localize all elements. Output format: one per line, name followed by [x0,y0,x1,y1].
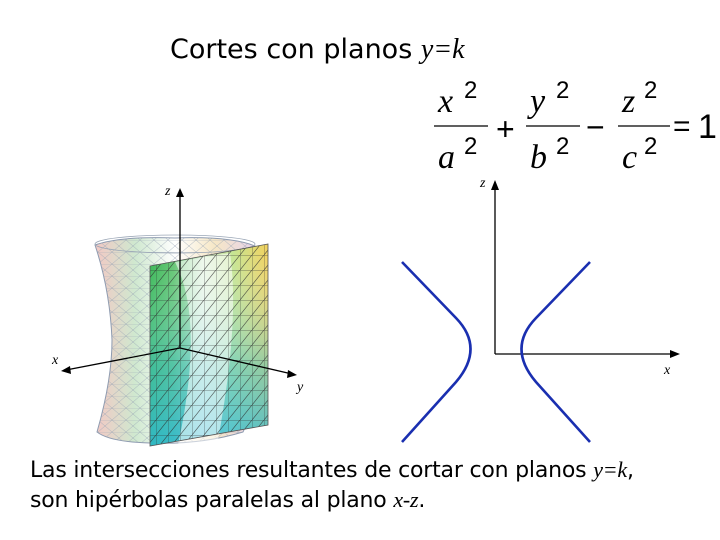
caption-line-2-text: son hipérbolas paralelas al plano [30,488,394,513]
equals-sign: = [673,110,691,143]
x-axis-label: x [52,353,59,368]
y-axis-arrowhead [287,370,297,378]
term-1-num-exponent: 2 [464,78,478,104]
2d-axes [491,180,680,358]
x-axis-arrowhead [670,350,680,358]
hyperbola-right-branch [522,262,591,442]
z-axis-arrowhead [176,188,184,197]
right-hand-side: 1 [698,108,717,146]
hyperbola-left-branch [402,262,471,442]
y-axis-label: y [297,380,304,395]
term-2-num-exponent: 2 [556,78,570,104]
caption-line-2-end: . [418,488,426,513]
minus-operator: − [586,109,605,145]
term-3-den-exponent: 2 [644,133,658,160]
z-axis-arrowhead [491,180,499,190]
caption [30,455,710,515]
caption-line-1-end: , [626,458,634,483]
term-2-numerator: y [530,83,546,120]
hyperboloid-3d-plot [40,180,340,450]
x-axis-label: x [664,363,671,378]
z-axis-label: z [165,184,171,199]
term-1-den-exponent: 2 [464,133,478,160]
caption-line-1 [30,455,710,485]
term-3-num-exponent: 2 [644,78,658,104]
term-3-numerator: z [622,83,636,120]
z-axis-label: z [480,176,486,191]
term-1-denominator: a [438,139,455,176]
term-2-denominator: b [530,139,547,176]
x-axis-arrowhead [61,366,71,374]
hyperboloid-equation [420,78,720,182]
term-3-denominator: c [622,139,638,176]
slide-title [170,34,465,66]
hyperbola-curves [402,262,590,442]
caption-line-1-variable: y=k [593,457,627,482]
caption-line-2 [30,485,710,515]
term-2-den-exponent: 2 [556,133,570,160]
title-variable: y=k [420,34,465,65]
slicing-plane [150,244,268,446]
hyperbola-xz-plot [390,170,690,450]
plus-operator: + [496,111,515,147]
term-1-numerator: x [438,83,454,120]
caption-line-2-variable: x-z [393,487,419,512]
title-text: Cortes con planos [170,34,421,65]
caption-line-1-text: Las intersecciones resultantes de cortar con planos [30,458,594,483]
